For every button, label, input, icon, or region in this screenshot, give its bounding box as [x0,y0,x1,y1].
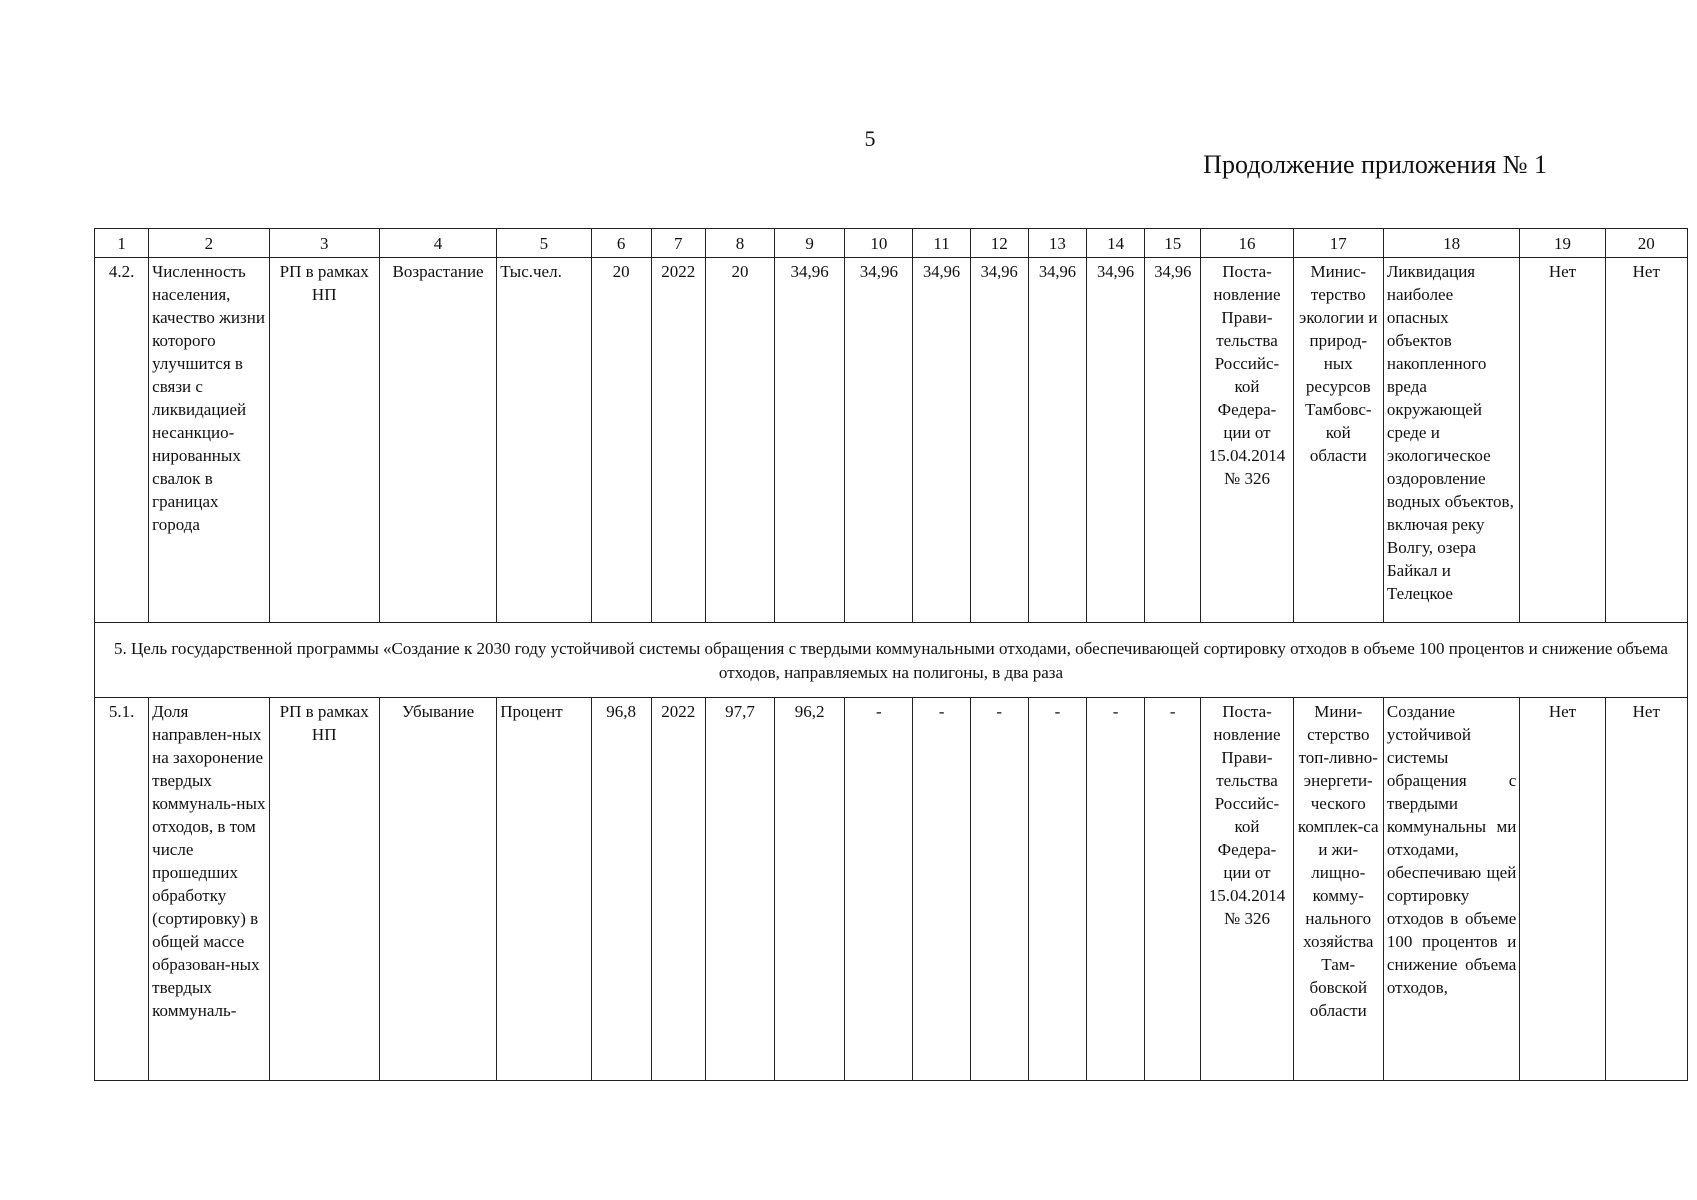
indicator-name: Численность населения, качество жизни которого улучшится в связи с ликвидацией несанкцио-нированных свалок в границах города [149,258,269,623]
table-row [95,698,1688,1081]
indicators-table [94,228,1688,1081]
table-row [95,258,1688,623]
header-cell: 18 [1383,229,1519,258]
indicator-direction: Убывание [379,698,496,1081]
base-value: 96,8 [591,698,651,1081]
indicator-type: РП в рамках НП [269,698,379,1081]
appendix-heading: Продолжение приложения № 1 [1203,150,1547,179]
base-year: 2022 [651,698,705,1081]
goal-row [95,623,1688,698]
value-cell: - [1145,698,1201,1081]
header-cell: 19 [1520,229,1605,258]
indicator-type: РП в рамках НП [269,258,379,623]
regulatory-document: Поста-новление Прави-тельства Российс-кой Федера-ции от 15.04.2014 № 326 [1201,258,1293,623]
indicator-name: Доля направлен-ных на захоронение твердых коммуналь-ных отходов, в том числе прошедших обработку (сортировку) в общей массе образован-ных твердых коммуналь- [149,698,269,1081]
header-cell: 16 [1201,229,1293,258]
flag-cell: Нет [1520,698,1605,1081]
value-cell: 97,7 [705,698,774,1081]
header-cell: 20 [1605,229,1687,258]
header-cell: 7 [651,229,705,258]
header-cell: 15 [1145,229,1201,258]
header-cell: 8 [705,229,774,258]
value-cell: - [845,698,913,1081]
header-cell: 11 [913,229,970,258]
header-cell: 17 [1293,229,1383,258]
responsible-authority: Минис-терство экологии и природ-ных ресурсов Тамбовс-кой области [1293,258,1383,623]
responsible-authority: Мини-стерство топ-ливно-энергети-ческого комплек-са и жи-лищно-комму-нального хозяйства Там-бовской области [1293,698,1383,1081]
unit: Тыс.чел. [497,258,591,623]
header-cell: 3 [269,229,379,258]
header-row [95,229,1688,258]
value-cell: 34,96 [1028,258,1086,623]
value-cell: - [1028,698,1086,1081]
header-cell: 14 [1087,229,1145,258]
value-cell: - [1087,698,1145,1081]
flag-cell: Нет [1520,258,1605,623]
header-cell: 1 [95,229,149,258]
header-cell: 5 [497,229,591,258]
value-cell: 34,96 [1087,258,1145,623]
base-year: 2022 [651,258,705,623]
link-description: Создание устойчивой системы обращения с твердыми коммунальны ми отходами, обеспечиваю щей сортировку отходов в объеме 100 процентов и снижение объема отходов, [1383,698,1519,1081]
header-cell: 13 [1028,229,1086,258]
value-cell: 34,96 [845,258,913,623]
row-number: 4.2. [95,258,149,623]
flag-cell: Нет [1605,698,1687,1081]
header-cell: 6 [591,229,651,258]
value-cell: 34,96 [775,258,845,623]
flag-cell: Нет [1605,258,1687,623]
goal-text: 5. Цель государственной программы «Создание к 2030 году устойчивой системы обращения с твердыми коммунальными отходами, обеспечивающей сортировку отходов в объеме 100 процентов и снижение объема отходов, направляемых на полигоны, в два раза [95,623,1688,698]
header-cell: 4 [379,229,496,258]
header-cell: 10 [845,229,913,258]
value-cell: - [970,698,1028,1081]
indicator-direction: Возрастание [379,258,496,623]
unit: Процент [497,698,591,1081]
header-cell: 9 [775,229,845,258]
value-cell: 20 [705,258,774,623]
value-cell: 34,96 [970,258,1028,623]
header-cell: 2 [149,229,269,258]
regulatory-document: Поста-новление Прави-тельства Российс-кой Федера-ции от 15.04.2014 № 326 [1201,698,1293,1081]
header-cell: 12 [970,229,1028,258]
page-number: 5 [864,126,876,151]
value-cell: 96,2 [775,698,845,1081]
value-cell: - [913,698,970,1081]
value-cell: 34,96 [1145,258,1201,623]
value-cell: 34,96 [913,258,970,623]
base-value: 20 [591,258,651,623]
row-number: 5.1. [95,698,149,1081]
link-description: Ликвидация наиболее опасных объектов накопленного вреда окружающей среде и экологическое оздоровление водных объектов, включая реку Волгу, озера Байкал и Телецкое [1383,258,1519,623]
